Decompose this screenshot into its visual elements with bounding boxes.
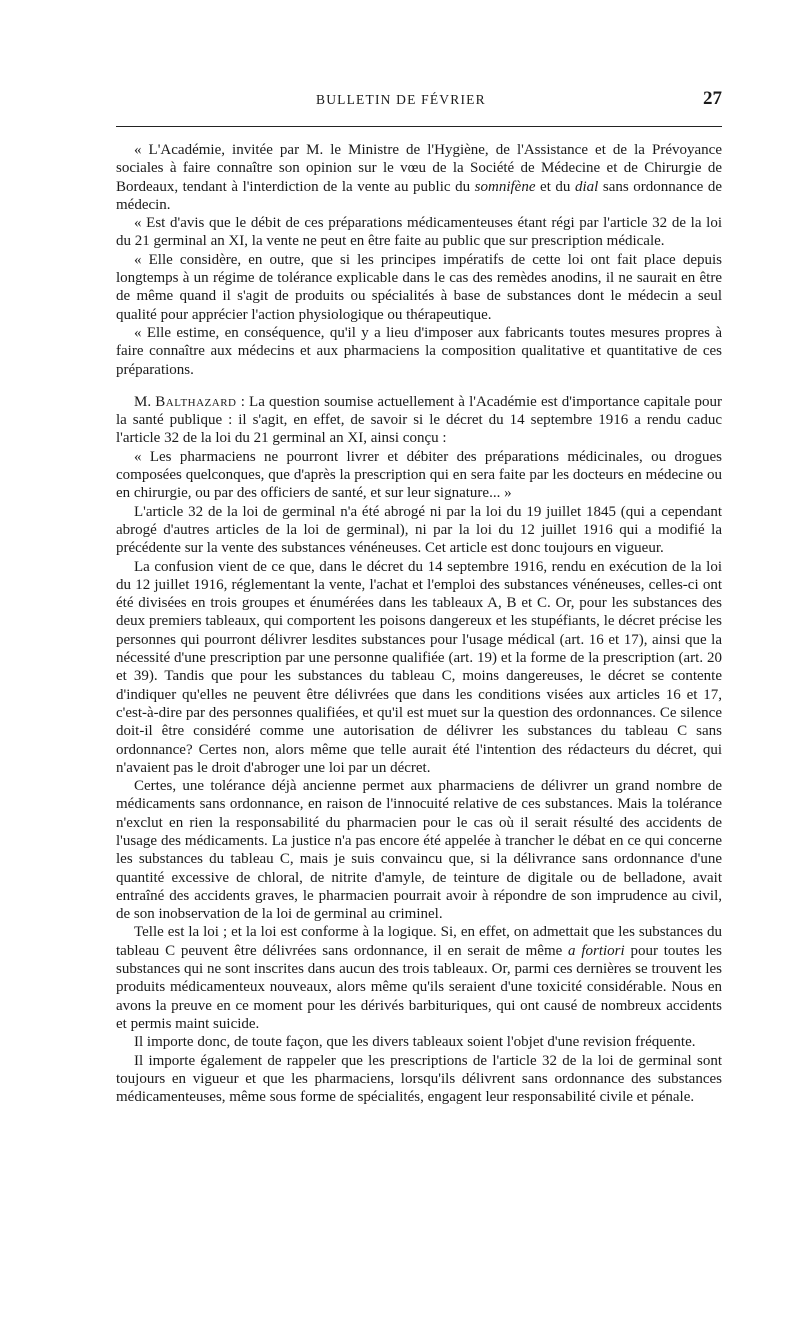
paragraph-conclusion: Il importe également de rappeler que les prescriptions de l'article 32 de la loi de germinal sont toujours en vigueur et que les pharmaciens, lorsqu'ils délivrent sans ordonnance des substances médicamenteuses, même sous forme de spécialités, engagent leur responsabilité civile et pénale. [116,1052,722,1106]
paragraph-tolerance: Certes, une tolérance déjà ancienne permet aux pharmaciens de délivrer un grand nombre de médicaments sans ordonnance, en raison de l'innocuité relative de ces substances. Mais la tolérance n'exclut en rien la responsabilité du pharmacien pour le cas où il serait résulté des accidents de l'usage des médicaments. La justice n'a pas encore été appelée à trancher le débat en ce qui concerne les substances du tableau C, mais je suis convaincu que, si la délivrance sans ordonnance d'une quantité excessive de chloral, de nitrite d'amyle, de teinture de digitale ou de belladone, avait entraîné des accidents graves, le pharmacien pourrait avoir à répondre de son imprudence au civil, de son inobservation de la loi de germinal au criminel. [116,778,722,923]
body-text [116,141,722,1106]
paragraph-article-quote: « Les pharmaciens ne pourront livrer et débiter des préparations médicinales, ou drogues composées quelconques, que d'après la prescription qui en sera faite par les docteurs en médecine ou en chirurgie, ou par des officiers de santé, et sur leur signature... » [116,448,722,502]
paragraph-logic: Telle est la loi ; et la loi est conforme à la logique. Si, en effet, on admettait que les substances du tableau C peuvent être délivrées sans ordonnance, il en serait de même a fortiori pour toutes les substances qui ne sont inscrites dans aucun des trois tableaux. Or, parmi ces dernières se trouvent les produits médicamenteux nouveaux, alors même qu'ils seraient d'une toxicité considérable. Nous en avons la preuve en ce moment pour les dérivés barbituriques, qui ont causé de nombreux accidents et permis maint suicide. [116,924,722,1032]
paragraph-resolution-tolerance: « Elle considère, en outre, que si les principes impératifs de cette loi ont fait place depuis longtemps à un régime de tolérance explicable dans le cas des remèdes anodins, il ne saurait en être de même quand il s'agit de produits ou spécialités à base de substances dont le médecin a seul qualité pour apprécier l'action physiologique ou thérapeutique. [116,251,722,323]
paragraph-balthazard-intro: M. Balthazard : La question soumise actuellement à l'Académie est d'importance capitale pour la santé publique : il s'agit, en effet, de savoir si le décret du 14 septembre 1916 a rendu caduc l'article 32 de la loi du 21 germinal an XI, ainsi conçu : [116,393,722,447]
paragraph-resolution-article-32: « Est d'avis que le débit de ces préparations médicamenteuses étant régi par l'article 32 de la loi du 21 germinal an XI, la vente ne peut en être faite au public que sur prescription médicale. [116,215,722,250]
page-header [116,88,722,114]
drug-name-dial: dial [575,178,599,195]
page-number: 27 [703,88,722,109]
speaker-name: Balthazard [155,393,237,410]
paragraph-resolution-intro: « L'Académie, invitée par M. le Ministre de l'Hygiène, de l'Assistance et de la Prévoyance sociales à faire connaître son opinion sur le vœu de la Société de Médecine et de Chirurgie de Bordeaux, tendant à l'interdiction de la vente au public du somnifène et du dial sans ordonnance de médecin. [116,142,722,213]
header-rule [116,126,722,127]
running-title: BULLETIN DE FÉVRIER [316,92,486,107]
paragraph-resolution-composition: « Elle estime, en conséquence, qu'il y a lieu d'imposer aux fabricants toutes mesures propres à faire connaître aux médecins et aux pharmaciens la composition qualitative et quantitative de ces préparations. [116,324,722,378]
document-page [116,88,722,1106]
a-fortiori: a fortiori [568,942,625,959]
drug-name-somnifene: somnifène [474,178,536,195]
paragraph-revision: Il importe donc, de toute façon, que les divers tableaux soient l'objet d'une revision fréquente. [134,1034,696,1051]
paragraph-article-status: L'article 32 de la loi de germinal n'a été abrogé ni par la loi du 19 juillet 1845 (qui a cependant abrogé d'autres articles de la loi de germinal), ni par la loi du 12 juillet 1916 qui a modifié la précédente sur la vente des substances vénéneuses. Cet article est donc toujours en vigueur. [116,503,722,557]
paragraph-confusion: La confusion vient de ce que, dans le décret du 14 septembre 1916, rendu en exécution de la loi du 12 juillet 1916, réglementant la vente, l'achat et l'emploi des substances vénéneuses, celles-ci ont été divisées en trois groupes et énumérées dans les tableaux A, B et C. Or, pour les substances des deux premiers tableaux, qui comportent les poisons dangereux et les stupéfiants, le décret précise les personnes qui pourront délivrer lesdites substances pour l'usage médical (art. 16 et 17), ainsi que la nécessité d'une prescription par une personne qualifiée (art. 19) et la forme de la prescription (art. 20 et 39). Tandis que pour les substances du tableau C, moins dangereuses, le décret se contente d'indiquer qu'elles ne peuvent être délivrées que dans les conditions visées aux articles 16 et 17, c'est-à-dire par des personnes qualifiées, et qu'il est muet sur la question des ordonnances. Ce silence doit-il être considéré comme une autorisation de délivrer les substances du tableau C sans ordonnance? Certes non, alors même que telle aurait été l'intention des rédacteurs du décret, qui n'avaient pas le droit d'abroger une loi par un décret. [116,558,722,776]
